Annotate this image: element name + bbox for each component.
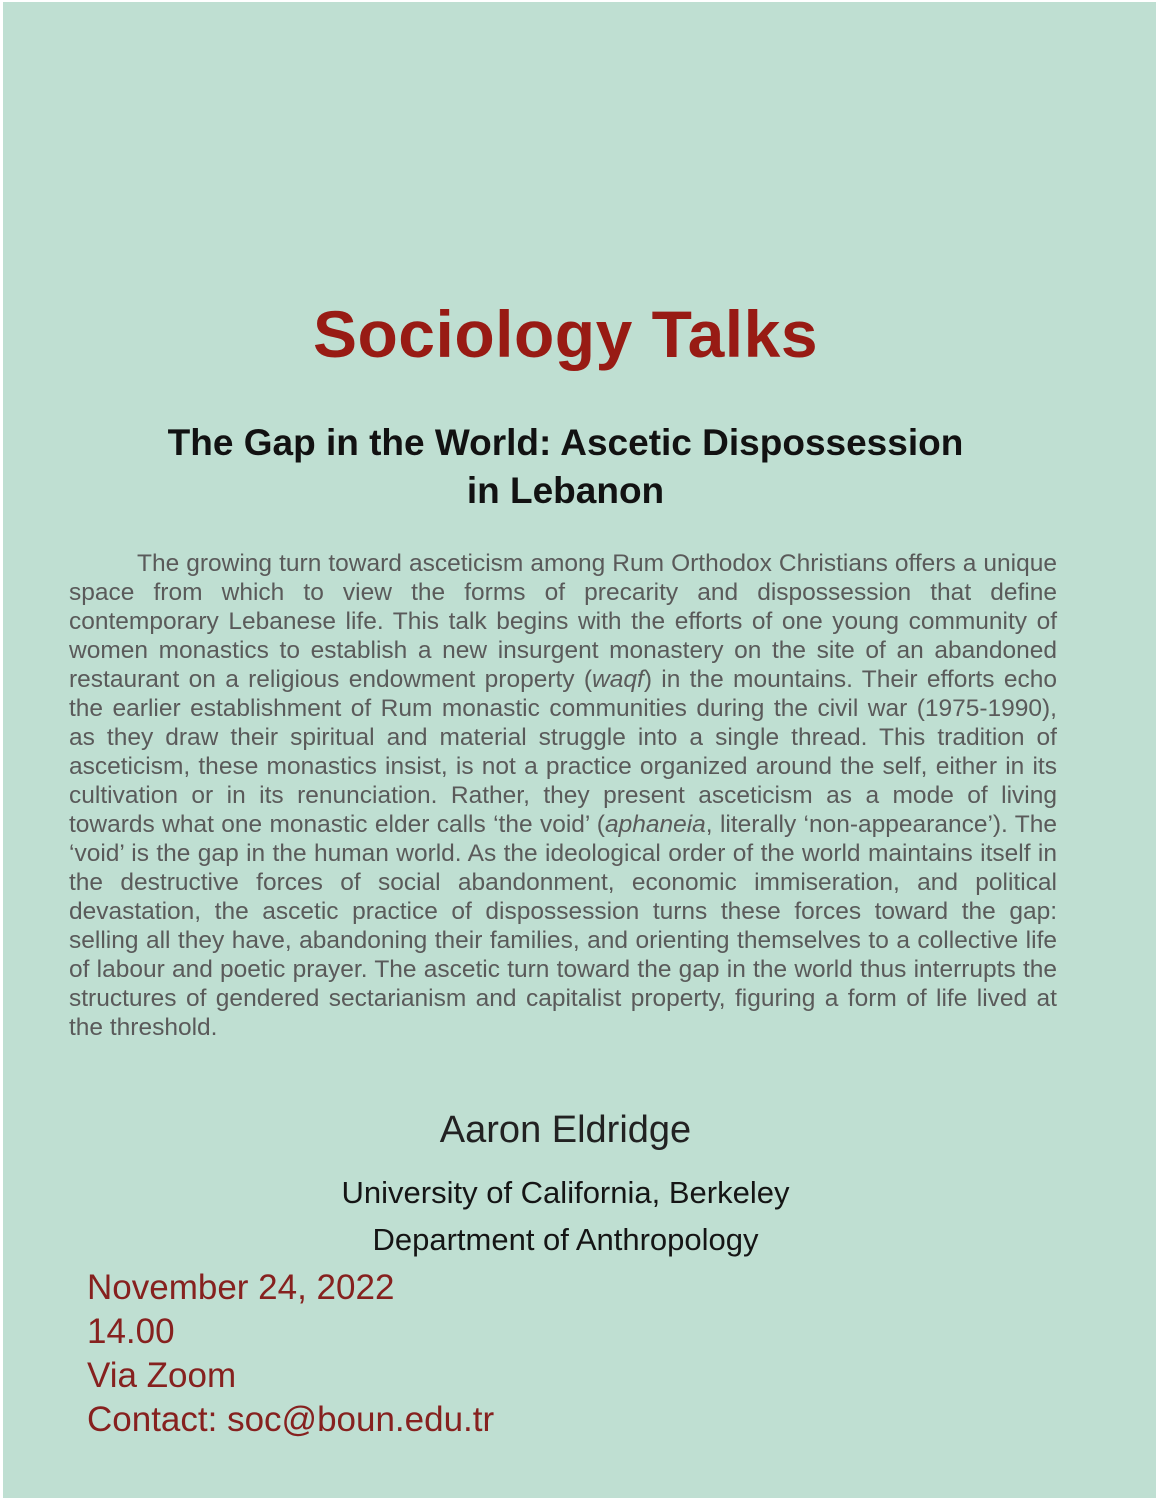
speaker-name: Aaron Eldridge — [439, 1109, 692, 1151]
event-venue: Via Zoom — [87, 1356, 237, 1395]
talk-title-line-1: The Gap in the World: Ascetic Dispossession — [167, 422, 964, 463]
event-details — [87, 1266, 494, 1442]
event-contact: Contact: soc@boun.edu.tr — [87, 1400, 495, 1439]
series-title: Sociology Talks — [312, 297, 819, 371]
poster — [3, 2, 1156, 1498]
event-date: November 24, 2022 — [87, 1268, 395, 1307]
talk-title-line-2: in Lebanon — [466, 470, 665, 511]
speaker-department: Department of Anthropology — [372, 1222, 759, 1257]
abstract-text-1: The growing turn toward asceticism among Rum Orthodox Christians offers a unique space from which to view the forms of precarity and dispossession that define contemporary Lebanese life. This talk begins with the efforts of one young community of women monastics to establish a new insurgent monastery on the site of an abandoned restaurant on a religious endowment property ( — [69, 550, 1057, 693]
talk-title — [3, 419, 1128, 515]
abstract-term-waqf: waqf — [592, 666, 644, 693]
event-time: 14.00 — [87, 1312, 175, 1351]
abstract-text-2: ) in the mountains. Their efforts echo the earlier establishment of Rum monastic communities during the civil war (1975-1990), as they draw their spiritual and material struggle into a single thread. This tradition of asceticism, these monastics insist, is not a practice organized around the self, either in its cultivation or in its renunciation. Rather, they present asceticism as a mode of living towards what one monastic elder calls ‘the void’ ( — [69, 666, 1057, 838]
abstract-term-aphaneia: aphaneia — [604, 811, 706, 838]
abstract-paragraph — [69, 549, 1057, 1042]
speaker-institution: University of California, Berkeley — [341, 1175, 790, 1210]
abstract-text-3: , literally ‘non-appearance’). The ‘void’ is the gap in the human world. As the ideological order of the world maintains itself in the destructive forces of social abandonment, economic immiseration, and political devastation, the ascetic practice of dispossession turns these forces toward the gap: selling all they have, abandoning their families, and orienting themselves to a collective life of labour and poetic prayer. The ascetic turn toward the gap in the world thus interrupts the structures of gendered sectarianism and capitalist property, figuring a form of life lived at the threshold. — [69, 811, 1057, 1041]
